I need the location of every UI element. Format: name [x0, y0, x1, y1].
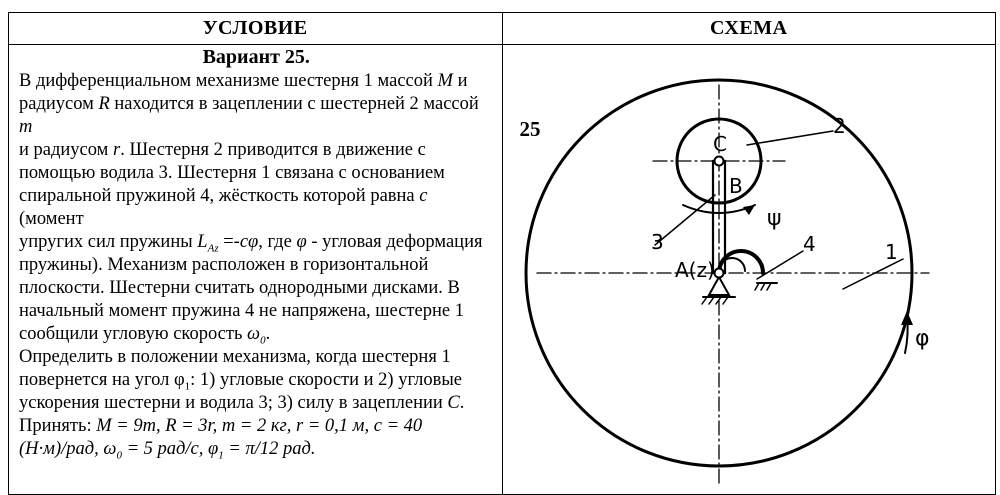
leader-3 [655, 195, 715, 245]
label-3: 3 [650, 230, 664, 254]
condition-line: спиральной пружиной 4, жёсткость которой равна c (момент [19, 186, 428, 229]
joint-b [714, 157, 723, 166]
label-c: C [712, 132, 727, 156]
condition-line: Принять: M = 9m, R = 3r, m = 2 кг, r = 0,1 м, c = 40 [19, 416, 423, 436]
header-condition: УСЛОВИЕ [9, 13, 503, 45]
condition-line: упругих сил пружины $L_{Az} =-c\varphi$, где φ - угловая деформация [19, 232, 483, 255]
condition-line: пружины). Механизм расположен в горизонтальной [19, 255, 429, 275]
condition-line: повернется на угол $\varphi_1$: 1) угловые скорости и 2) угловые [19, 370, 462, 393]
condition-line: и радиусом r. Шестерня 2 приводится в движение с [19, 140, 426, 160]
label-2: 2 [832, 114, 846, 138]
leader-4 [757, 251, 803, 279]
label-phi: φ [914, 326, 930, 351]
label-1: 1 [884, 240, 898, 264]
label-b: B [728, 174, 743, 198]
task-table [8, 12, 996, 495]
condition-line: В дифференциальном механизме шестерня 1 массой M и [19, 71, 468, 91]
header-scheme: СХЕМА [502, 13, 996, 45]
label-psi: ψ [766, 206, 782, 231]
label-4: 4 [802, 232, 816, 256]
condition-cell [9, 45, 503, 495]
condition-line: помощью водила 3. Шестерня 1 связана с основанием [19, 163, 445, 183]
condition-line: ускорения шестерни и водила 3; 3) силу в зацеплении C. [19, 393, 465, 413]
variant-title: Вариант 25. [202, 46, 310, 68]
condition-line: радиусом R находится в зацеплении с шестерней 2 массой m [19, 94, 479, 137]
label-a: A(z) [674, 258, 715, 282]
condition-line: плоскости. Шестерни считать однородными дисками. В [19, 278, 460, 298]
scheme-number: 25 [519, 117, 541, 141]
condition-line: Определить в положении механизма, когда шестерня 1 [19, 347, 451, 367]
leader-2 [747, 131, 833, 145]
condition-text [9, 44, 502, 461]
condition-line: сообщили угловую скорость $\omega_0$. [19, 324, 271, 347]
joint-a [714, 269, 723, 278]
scheme-cell [502, 45, 996, 495]
condition-line: (Н·м)/рад, $\omega_0 = 5$ рад/с, $\varphi_1 = \pi/12$ рад. [19, 439, 316, 462]
mechanism-diagram [503, 45, 939, 494]
condition-line: начальный момент пружина 4 не напряжена, шестерне 1 [19, 301, 464, 321]
